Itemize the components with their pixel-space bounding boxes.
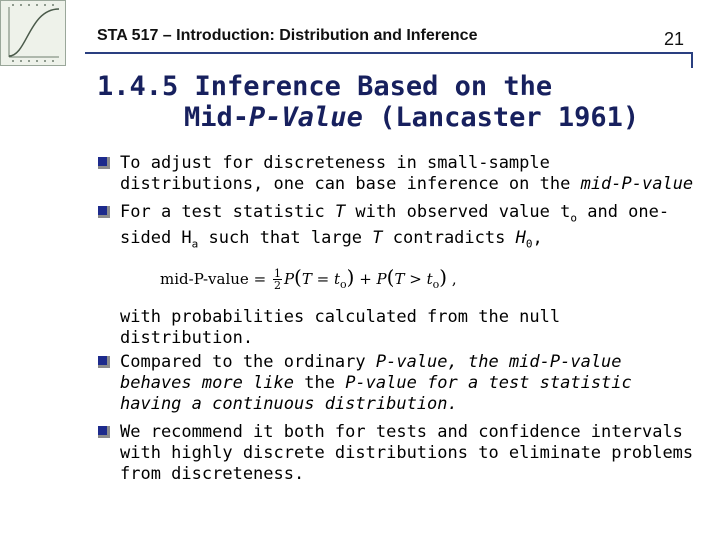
course-title: STA 517 – Introduction: Distribution and Inference xyxy=(97,27,478,44)
bullet-square-icon xyxy=(98,206,110,218)
header-divider-tick xyxy=(691,52,693,68)
slide-title-line2: Mid-P-Value (Lancaster 1961) xyxy=(184,102,640,133)
header-divider xyxy=(85,52,693,54)
bullet-square-icon xyxy=(98,356,110,368)
slide-title xyxy=(97,71,639,133)
mid-p-value-formula: mid-P-value = $\frac{1}{2}$ $P(T = t_o) + P(T > t_o)$ , xyxy=(160,264,457,293)
slide-title-line1: 1.4.5 Inference Based on the xyxy=(97,71,553,102)
list-item: To adjust for discreteness in small-sample distributions, one can base inference on the mid-P-value xyxy=(97,153,697,195)
bullet-square-icon xyxy=(98,426,110,438)
bullet-continuation: with probabilities calculated from the null distribution. xyxy=(120,306,561,348)
list-item: We recommend it both for tests and confidence intervals with highly discrete distributions to eliminate problems from discreteness. xyxy=(97,422,697,485)
bullet-list xyxy=(97,153,697,485)
cdf-curve-logo-icon xyxy=(0,0,66,66)
one-half-fraction: $\frac{1}{2}$ xyxy=(273,267,281,293)
list-item: For a test statistic T with observed value $t_o$ and one-sided $H_a$ such that large T contradicts $H_0$, mid-P-value = $\frac{1}{2}$ $P(T = t_o) + P(T > t_o)$ , xyxy=(97,202,697,297)
bullet-square-icon xyxy=(98,157,110,169)
list-item: Compared to the ordinary P-value, the mid-P-value behaves more like the P-value for a test statistic having a continuous distribution. xyxy=(97,352,697,415)
page-number: 21 xyxy=(664,29,685,49)
